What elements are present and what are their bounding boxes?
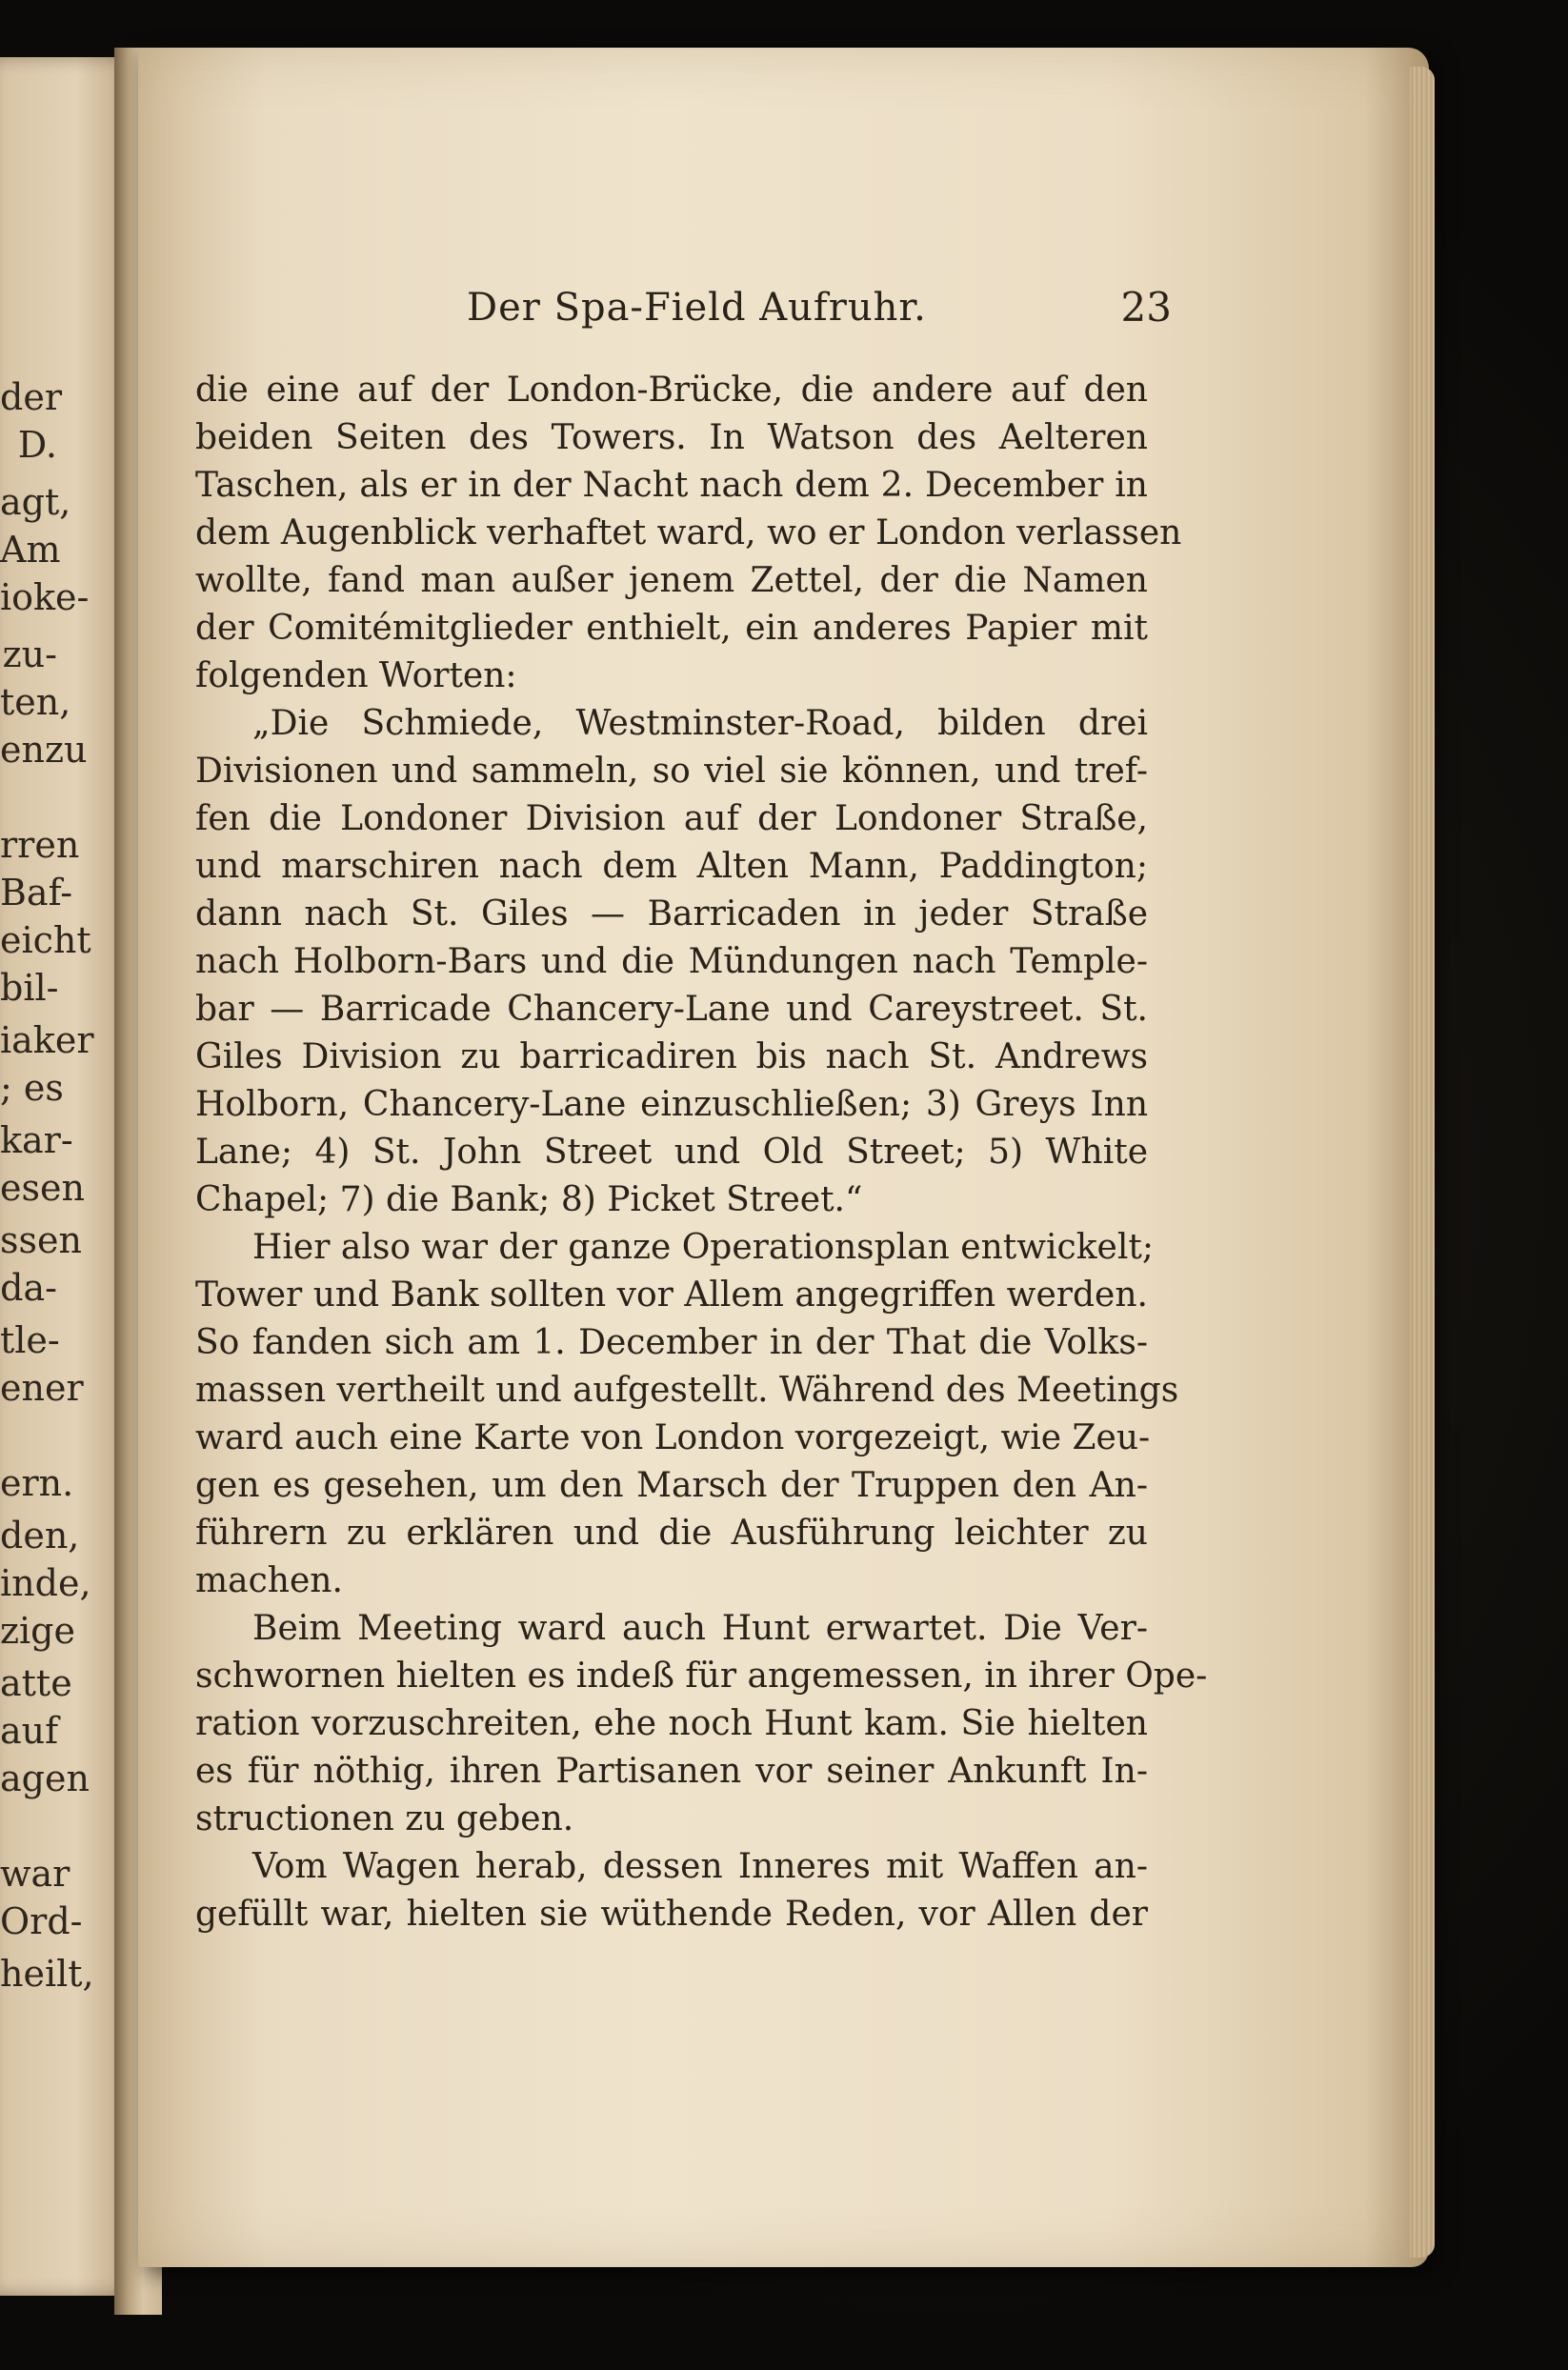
left-page-fragment: ten,: [0, 681, 71, 723]
text-line: ward auch eine Karte von London vorgezeigt, wie Zeu-: [195, 1418, 1151, 1457]
text-line: gen es gesehen, um den Marsch der Truppen den An-: [195, 1466, 1148, 1505]
text-line: Taschen, als er in der Nacht nach dem 2. December in: [195, 466, 1148, 505]
left-page-fragment: der: [0, 376, 62, 418]
text-line: „Die Schmiede, Westminster-Road, bilden drei: [252, 704, 1148, 743]
left-page-fragment: heilt,: [0, 1953, 94, 1995]
left-page-fragment: agt,: [0, 481, 71, 523]
left-page-fragment: Am: [0, 529, 61, 571]
text-line: Lane; 4) St. John Street und Old Street; 5) White: [195, 1133, 1148, 1172]
text-line: der Comitémitglieder enthielt, ein anderes Papier mit: [195, 609, 1148, 648]
text-line: nach Holborn-Bars und die Mündungen nach Temple-: [195, 942, 1148, 981]
body-text: [195, 367, 1208, 1938]
left-page-fragment: tle-: [0, 1319, 60, 1361]
left-page-fragment: zu-: [2, 633, 57, 675]
left-page-fragment: Ord-: [0, 1900, 83, 1942]
left-page-fragment: zige: [0, 1610, 75, 1652]
text-line: Vom Wagen herab, dessen Inneres mit Waffen an-: [252, 1847, 1148, 1886]
text-line: structionen zu geben.: [195, 1799, 574, 1838]
text-line: dann nach St. Giles — Barricaden in jeder Straße: [195, 894, 1148, 934]
text-line: gefüllt war, hielten sie wüthende Reden, vor Allen der: [195, 1895, 1148, 1934]
left-page-fragment: ioke-: [0, 576, 90, 618]
text-line: machen.: [195, 1561, 343, 1600]
text-line: Chapel; 7) die Bank; 8) Picket Street.“: [195, 1180, 863, 1219]
text-line: ration vorzuschreiten, ehe noch Hunt kam. Sie hielten: [195, 1704, 1148, 1743]
left-page-fragment: ern.: [0, 1462, 74, 1504]
left-page-fragment: atte: [0, 1662, 72, 1704]
text-line: es für nöthig, ihren Partisanen vor seiner Ankunft In-: [195, 1752, 1148, 1791]
page-edges: [1410, 67, 1435, 2258]
text-line: Hier also war der ganze Operationsplan entwickelt;: [252, 1228, 1154, 1267]
page-number: 23: [1120, 284, 1172, 331]
text-line: bar — Barricade Chancery-Lane und Careystreet. St.: [195, 990, 1148, 1029]
text-line: beiden Seiten des Towers. In Watson des Aelteren: [195, 418, 1148, 457]
left-page-fragment: ener: [0, 1367, 84, 1409]
text-line: und marschiren nach dem Alten Mann, Paddington;: [195, 847, 1148, 886]
text-line: die eine auf der London-Brücke, die andere auf den: [195, 371, 1148, 410]
left-page-fragment: esen: [0, 1167, 85, 1209]
left-page-fragment: Baf-: [0, 872, 73, 914]
left-page-fragment: den,: [0, 1515, 80, 1557]
text-line: fen die Londoner Division auf der Londoner Straße,: [195, 799, 1148, 838]
running-head: Der Spa-Field Aufruhr.: [467, 286, 927, 330]
text-line: Tower und Bank sollten vor Allem angegriffen werden.: [195, 1275, 1148, 1315]
left-page-fragment: da-: [0, 1267, 57, 1309]
left-page-fragment: kar-: [0, 1119, 73, 1161]
text-line: führern zu erklären und die Ausführung leichter zu: [195, 1514, 1148, 1553]
left-page-fragment: iaker: [0, 1019, 94, 1061]
text-line: folgenden Worten:: [195, 656, 517, 695]
left-page-fragment: D.: [17, 424, 57, 466]
left-page-fragment: inde,: [0, 1562, 91, 1604]
left-page-fragment: ssen: [0, 1219, 82, 1261]
left-page-fragment: auf: [0, 1710, 59, 1752]
text-line: Beim Meeting ward auch Hunt erwartet. Die Ver-: [252, 1609, 1148, 1648]
text-line: massen vertheilt und aufgestellt. Während des Meetings: [195, 1371, 1179, 1410]
left-page-fragment: ; es: [0, 1067, 64, 1109]
text-line: Giles Division zu barricadiren bis nach St. Andrews: [195, 1037, 1148, 1076]
left-page-fragment: agen: [0, 1757, 90, 1799]
left-page-fragment: bil-: [0, 967, 59, 1009]
text-line: Divisionen und sammeln, so viel sie können, und tref-: [195, 752, 1148, 791]
text-line: dem Augenblick verhaftet ward, wo er London verlassen: [195, 513, 1182, 552]
left-page-fragment: enzu: [0, 729, 88, 771]
left-page-fragment: war: [0, 1853, 70, 1895]
text-line: schwornen hielten es indeß für angemessen, in ihrer Ope-: [195, 1657, 1208, 1696]
left-page-fragment: rren: [0, 824, 80, 866]
left-page-fragment: eicht: [0, 919, 91, 961]
text-line: So fanden sich am 1. December in der That die Volks-: [195, 1323, 1148, 1362]
text-line: wollte, fand man außer jenem Zettel, der die Namen: [195, 561, 1148, 600]
text-line: Holborn, Chancery-Lane einzuschließen; 3) Greys Inn: [195, 1085, 1148, 1124]
